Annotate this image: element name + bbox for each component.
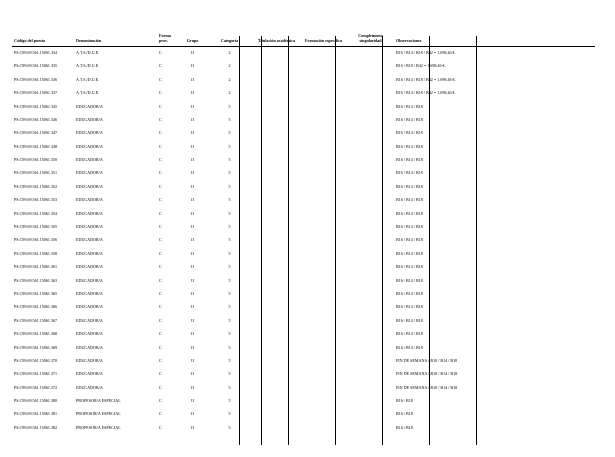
table-row <box>12 354 595 367</box>
cell-categoria: 2 <box>228 76 231 82</box>
column-rule-3 <box>288 36 289 445</box>
cell-categoria: 5 <box>228 277 231 283</box>
cell-categoria: 5 <box>228 197 231 203</box>
cell-formacion <box>300 234 347 247</box>
cell-denominacion: A.T.S./D.U.E. <box>76 76 100 82</box>
table-row <box>12 194 595 207</box>
cell-codigo: PS.C99.69.561.15061.354 <box>14 210 58 216</box>
cell-observaciones: B16 / B18 / B42 = 1.698,46 €. <box>396 63 446 69</box>
column-rule-4 <box>335 36 336 445</box>
cell-complemento <box>347 341 394 354</box>
cell-observaciones: B16 / B14 / B18 <box>396 290 423 296</box>
column-header-forma-prov: Forma prov. <box>157 18 179 46</box>
cell-codigo: PS.C99.69.561.15061.350 <box>14 157 58 163</box>
cell-formacion <box>300 167 347 180</box>
cell-categoria: 5 <box>228 130 231 136</box>
cell-codigo: PS.C99.69.561.15061.358 <box>14 250 58 256</box>
cell-denominacion: EDUCADOR/A <box>76 277 103 283</box>
cell-categoria: 5 <box>228 331 231 337</box>
cell-denominacion: EDUCADOR/A <box>76 357 103 363</box>
column-header-codigo: Código del puesto <box>12 18 74 46</box>
cell-codigo: PS.C99.69.561.15061.369 <box>14 344 58 350</box>
cell-complemento <box>347 221 394 234</box>
cell-complemento <box>347 328 394 341</box>
cell-formacion <box>300 60 347 73</box>
cell-categoria: 5 <box>228 157 231 163</box>
cell-denominacion: EDUCADOR/A <box>76 183 103 189</box>
cell-grupo: II <box>191 76 194 82</box>
cell-grupo: II <box>191 197 194 203</box>
cell-categoria: 5 <box>228 357 231 363</box>
cell-complemento <box>347 288 394 301</box>
cell-forma-prov: C <box>159 304 162 310</box>
cell-codigo: PS.C99.69.561.15061.368 <box>14 331 58 337</box>
cell-formacion <box>300 341 347 354</box>
cell-denominacion: PROFESOR/A ESPECIAL <box>76 398 121 404</box>
table-row <box>12 408 595 421</box>
cell-denominacion: A.T.S./D.U.E. <box>76 49 100 55</box>
cell-complemento <box>347 60 394 73</box>
cell-forma-prov: C <box>159 210 162 216</box>
cell-denominacion: EDUCADOR/A <box>76 371 103 377</box>
cell-codigo: PS.C99.69.561.15061.370 <box>14 357 58 363</box>
cell-denominacion: A.T.S./D.U.E. <box>76 63 100 69</box>
cell-observaciones: B16 / B14 / B18 <box>396 130 423 136</box>
cell-observaciones: B16 / B14 / B18 <box>396 116 423 122</box>
cell-complemento <box>347 140 394 153</box>
table-row <box>12 274 595 287</box>
cell-grupo: II <box>191 290 194 296</box>
cell-observaciones: B16 / B14 / B18 <box>396 304 423 310</box>
cell-codigo: PS.C99.69.561.15061.335 <box>14 63 58 69</box>
cell-categoria: 5 <box>228 237 231 243</box>
cell-formacion <box>300 408 347 421</box>
cell-categoria: 5 <box>228 143 231 149</box>
cell-forma-prov: C <box>159 130 162 136</box>
table-header-row <box>12 18 595 46</box>
cell-observaciones: B16 / B14 / B18 <box>396 250 423 256</box>
cell-denominacion: EDUCADOR/A <box>76 210 103 216</box>
cell-complemento <box>347 421 394 434</box>
cell-complemento <box>347 73 394 86</box>
cell-forma-prov: C <box>159 224 162 230</box>
cell-complemento <box>347 194 394 207</box>
cell-grupo: II <box>191 116 194 122</box>
cell-categoria: 5 <box>228 103 231 109</box>
table-row <box>12 328 595 341</box>
cell-codigo: PS.C99.69.561.15061.356 <box>14 237 58 243</box>
cell-forma-prov: C <box>159 357 162 363</box>
cell-codigo: PS.C99.69.561.15061.345 <box>14 103 58 109</box>
cell-denominacion: EDUCADOR/A <box>76 157 103 163</box>
cell-grupo: II <box>191 210 194 216</box>
cell-denominacion: EDUCADOR/A <box>76 170 103 176</box>
cell-denominacion: PROFESOR/A ESPECIAL <box>76 424 121 430</box>
cell-grupo: II <box>191 384 194 390</box>
cell-observaciones: FIN DE SEMANA / B10 / B14 / B18 <box>396 357 458 363</box>
cell-forma-prov: C <box>159 143 162 149</box>
cell-grupo: II <box>191 103 194 109</box>
cell-codigo: PS.C99.69.561.15061.346 <box>14 116 58 122</box>
cell-denominacion: EDUCADOR/A <box>76 197 103 203</box>
cell-formacion <box>300 247 347 260</box>
cell-formacion <box>300 288 347 301</box>
cell-formacion <box>300 395 347 408</box>
cell-denominacion: EDUCADOR/A <box>76 130 103 136</box>
cell-categoria: 5 <box>228 210 231 216</box>
cell-observaciones: B16 / B14 / B18 / B42 = 1.698,46 €. <box>396 76 456 82</box>
cell-formacion <box>300 73 347 86</box>
column-header-observaciones: Observaciones <box>394 18 595 46</box>
cell-categoria: 5 <box>228 398 231 404</box>
cell-observaciones: B16 / B14 / B18 <box>396 183 423 189</box>
cell-grupo: II <box>191 157 194 163</box>
cell-categoria: 5 <box>228 183 231 189</box>
table-row <box>12 167 595 180</box>
cell-grupo: II <box>191 371 194 377</box>
cell-observaciones: B16 / B14 / B18 / B42 = 1.698,46 €. <box>396 90 456 96</box>
column-rule-2 <box>261 36 262 445</box>
cell-codigo: PS.C99.69.561.15061.367 <box>14 317 58 323</box>
column-header-denominacion: Denominación <box>74 18 157 46</box>
cell-forma-prov: C <box>159 411 162 417</box>
cell-grupo: II <box>191 317 194 323</box>
cell-forma-prov: C <box>159 63 162 69</box>
cell-complemento <box>347 180 394 193</box>
cell-forma-prov: C <box>159 103 162 109</box>
cell-formacion <box>300 301 347 314</box>
cell-observaciones: B16 / B14 / B18 / B42 = 1.698,46 €. <box>396 49 456 55</box>
cell-categoria: 2 <box>228 90 231 96</box>
cell-forma-prov: C <box>159 170 162 176</box>
cell-forma-prov: C <box>159 424 162 430</box>
cell-categoria: 5 <box>228 250 231 256</box>
cell-forma-prov: C <box>159 384 162 390</box>
cell-forma-prov: C <box>159 116 162 122</box>
cell-denominacion: EDUCADOR/A <box>76 317 103 323</box>
cell-formacion <box>300 140 347 153</box>
table-row <box>12 180 595 193</box>
cell-observaciones: FIN DE SEMANA / B10 / B14 / B18 <box>396 371 458 377</box>
cell-codigo: PS.C99.69.561.15061.371 <box>14 371 58 377</box>
cell-complemento <box>347 100 394 113</box>
cell-observaciones: FIN DE SEMANA / B10 / B14 / B18 <box>396 384 458 390</box>
cell-forma-prov: C <box>159 90 162 96</box>
table-header <box>12 18 595 46</box>
cell-forma-prov: C <box>159 237 162 243</box>
cell-forma-prov: C <box>159 264 162 270</box>
cell-grupo: II <box>191 250 194 256</box>
cell-complemento <box>347 274 394 287</box>
cell-grupo: II <box>191 277 194 283</box>
cell-formacion <box>300 87 347 100</box>
cell-grupo: II <box>191 357 194 363</box>
cell-forma-prov: C <box>159 398 162 404</box>
cell-forma-prov: C <box>159 344 162 350</box>
cell-codigo: PS.C99.69.561.15061.363 <box>14 277 58 283</box>
cell-formacion <box>300 113 347 126</box>
cell-complemento <box>347 247 394 260</box>
cell-complemento <box>347 301 394 314</box>
cell-forma-prov: C <box>159 183 162 189</box>
cell-grupo: II <box>191 304 194 310</box>
cell-observaciones: B16 / B14 / B18 <box>396 317 423 323</box>
cell-formacion <box>300 274 347 287</box>
cell-formacion <box>300 194 347 207</box>
cell-codigo: PS.C99.69.561.15061.334 <box>14 49 58 55</box>
cell-categoria: 5 <box>228 264 231 270</box>
cell-observaciones: B16 / B18 <box>396 411 413 417</box>
column-header-formacion: Formación específica <box>300 18 347 46</box>
cell-forma-prov: C <box>159 49 162 55</box>
cell-grupo: II <box>191 224 194 230</box>
cell-denominacion: EDUCADOR/A <box>76 237 103 243</box>
table-row <box>12 247 595 260</box>
cell-formacion <box>300 207 347 220</box>
table-row <box>12 100 595 113</box>
cell-categoria: 5 <box>228 304 231 310</box>
table-row <box>12 314 595 327</box>
cell-codigo: PS.C99.69.561.15061.380 <box>14 398 58 404</box>
cell-complemento <box>347 167 394 180</box>
table-row <box>12 368 595 381</box>
cell-categoria: 5 <box>228 170 231 176</box>
cell-denominacion: EDUCADOR/A <box>76 384 103 390</box>
cell-observaciones: B16 / B14 / B18 <box>396 170 423 176</box>
cell-categoria: 5 <box>228 290 231 296</box>
table-row <box>12 87 595 100</box>
cell-denominacion: EDUCADOR/A <box>76 264 103 270</box>
cell-formacion <box>300 421 347 434</box>
cell-forma-prov: C <box>159 317 162 323</box>
cell-forma-prov: C <box>159 197 162 203</box>
cell-grupo: II <box>191 183 194 189</box>
cell-denominacion: EDUCADOR/A <box>76 143 103 149</box>
table-row <box>12 73 595 86</box>
table-body <box>12 46 595 435</box>
cell-denominacion: EDUCADOR/A <box>76 304 103 310</box>
positions-table <box>12 18 595 435</box>
cell-forma-prov: C <box>159 371 162 377</box>
cell-codigo: PS.C99.69.561.15061.353 <box>14 197 58 203</box>
cell-grupo: II <box>191 63 194 69</box>
cell-categoria: 5 <box>228 424 231 430</box>
table-row <box>12 60 595 73</box>
cell-grupo: II <box>191 170 194 176</box>
cell-categoria: 5 <box>228 371 231 377</box>
cell-denominacion: EDUCADOR/A <box>76 116 103 122</box>
cell-codigo: PS.C99.69.561.15061.348 <box>14 143 58 149</box>
cell-grupo: II <box>191 411 194 417</box>
cell-observaciones: B16 / B14 / B18 <box>396 157 423 163</box>
cell-complemento <box>347 207 394 220</box>
cell-formacion <box>300 127 347 140</box>
cell-codigo: PS.C99.69.561.15061.361 <box>14 264 58 270</box>
cell-grupo: II <box>191 398 194 404</box>
table-row <box>12 46 595 60</box>
cell-denominacion: EDUCADOR/A <box>76 103 103 109</box>
cell-complemento <box>347 368 394 381</box>
cell-denominacion: EDUCADOR/A <box>76 224 103 230</box>
cell-complemento <box>347 395 394 408</box>
cell-formacion <box>300 154 347 167</box>
cell-grupo: II <box>191 237 194 243</box>
cell-observaciones: B16 / B14 / B18 <box>396 331 423 337</box>
table-row <box>12 154 595 167</box>
cell-forma-prov: C <box>159 76 162 82</box>
cell-formacion <box>300 328 347 341</box>
cell-observaciones: B16 / B14 / B18 <box>396 224 423 230</box>
cell-formacion <box>300 221 347 234</box>
cell-observaciones: B16 / B14 / B18 <box>396 143 423 149</box>
cell-complemento <box>347 354 394 367</box>
cell-grupo: II <box>191 130 194 136</box>
cell-complemento <box>347 154 394 167</box>
cell-complemento <box>347 87 394 100</box>
cell-observaciones: B16 / B14 / B18 <box>396 103 423 109</box>
cell-grupo: II <box>191 264 194 270</box>
cell-codigo: PS.C99.69.561.15061.355 <box>14 224 58 230</box>
table-row <box>12 301 595 314</box>
cell-formacion <box>300 100 347 113</box>
cell-formacion <box>300 368 347 381</box>
cell-grupo: II <box>191 344 194 350</box>
column-rule-1 <box>239 36 240 445</box>
cell-denominacion: PROFESOR/A ESPECIAL <box>76 411 121 417</box>
cell-codigo: PS.C99.69.561.15061.352 <box>14 183 58 189</box>
cell-categoria: 2 <box>228 63 231 69</box>
cell-complemento <box>347 234 394 247</box>
cell-observaciones: B16 / B14 / B18 <box>396 197 423 203</box>
column-header-grupo: Grupo <box>179 18 206 46</box>
cell-codigo: PS.C99.69.561.15061.382 <box>14 424 58 430</box>
cell-complemento <box>347 408 394 421</box>
cell-codigo: PS.C99.69.561.15061.351 <box>14 170 58 176</box>
table-row <box>12 381 595 394</box>
cell-codigo: PS.C99.69.561.15061.337 <box>14 90 58 96</box>
column-header-categoria: Categoría <box>206 18 253 46</box>
cell-observaciones: B16 / B14 / B18 <box>396 264 423 270</box>
cell-forma-prov: C <box>159 157 162 163</box>
cell-categoria: 5 <box>228 317 231 323</box>
cell-categoria: 2 <box>228 49 231 55</box>
column-rule-5 <box>382 36 383 445</box>
table-row <box>12 140 595 153</box>
table-row <box>12 127 595 140</box>
table-row <box>12 341 595 354</box>
cell-codigo: PS.C99.69.561.15061.381 <box>14 411 58 417</box>
cell-codigo: PS.C99.69.561.15061.366 <box>14 304 58 310</box>
cell-complemento <box>347 381 394 394</box>
cell-complemento <box>347 127 394 140</box>
cell-grupo: II <box>191 49 194 55</box>
cell-categoria: 5 <box>228 116 231 122</box>
column-rule-7 <box>476 36 477 445</box>
cell-observaciones: B16 / B14 / B18 <box>396 344 423 350</box>
cell-formacion <box>300 261 347 274</box>
cell-observaciones: B16 / B14 / B18 <box>396 277 423 283</box>
table-row <box>12 221 595 234</box>
document-page <box>0 18 615 457</box>
table-row <box>12 261 595 274</box>
column-header-titulacion: Titulación académica <box>253 18 300 46</box>
cell-complemento <box>347 314 394 327</box>
table-row <box>12 113 595 126</box>
cell-forma-prov: C <box>159 250 162 256</box>
cell-formacion <box>300 46 347 60</box>
cell-observaciones: B16 / B14 / B18 <box>396 210 423 216</box>
cell-complemento <box>347 113 394 126</box>
cell-categoria: 5 <box>228 384 231 390</box>
cell-categoria: 5 <box>228 344 231 350</box>
cell-grupo: II <box>191 424 194 430</box>
cell-denominacion: EDUCADOR/A <box>76 250 103 256</box>
cell-formacion <box>300 180 347 193</box>
cell-complemento <box>347 46 394 60</box>
cell-categoria: 5 <box>228 411 231 417</box>
column-header-complemento: Complemento singularidad <box>347 18 394 46</box>
column-rule-6 <box>429 36 430 445</box>
cell-formacion <box>300 381 347 394</box>
cell-grupo: II <box>191 90 194 96</box>
cell-denominacion: EDUCADOR/A <box>76 344 103 350</box>
cell-denominacion: EDUCADOR/A <box>76 331 103 337</box>
cell-codigo: PS.C99.69.561.15061.365 <box>14 290 58 296</box>
cell-forma-prov: C <box>159 277 162 283</box>
cell-forma-prov: C <box>159 290 162 296</box>
cell-grupo: II <box>191 143 194 149</box>
table-row <box>12 421 595 434</box>
cell-complemento <box>347 261 394 274</box>
cell-codigo: PS.C99.69.561.15061.336 <box>14 76 58 82</box>
table-row <box>12 395 595 408</box>
table-row <box>12 234 595 247</box>
cell-observaciones: B16 / B18 <box>396 398 413 404</box>
table-row <box>12 288 595 301</box>
cell-forma-prov: C <box>159 331 162 337</box>
cell-codigo: PS.C99.69.561.15061.347 <box>14 130 58 136</box>
cell-formacion <box>300 314 347 327</box>
cell-denominacion: A.T.S./D.U.E. <box>76 90 100 96</box>
cell-codigo: PS.C99.69.561.15061.372 <box>14 384 58 390</box>
cell-observaciones: B16 / B14 / B18 <box>396 237 423 243</box>
cell-categoria: 5 <box>228 224 231 230</box>
cell-formacion <box>300 354 347 367</box>
cell-observaciones: B16 / B18 <box>396 424 413 430</box>
cell-grupo: II <box>191 331 194 337</box>
cell-denominacion: EDUCADOR/A <box>76 290 103 296</box>
table-row <box>12 207 595 220</box>
